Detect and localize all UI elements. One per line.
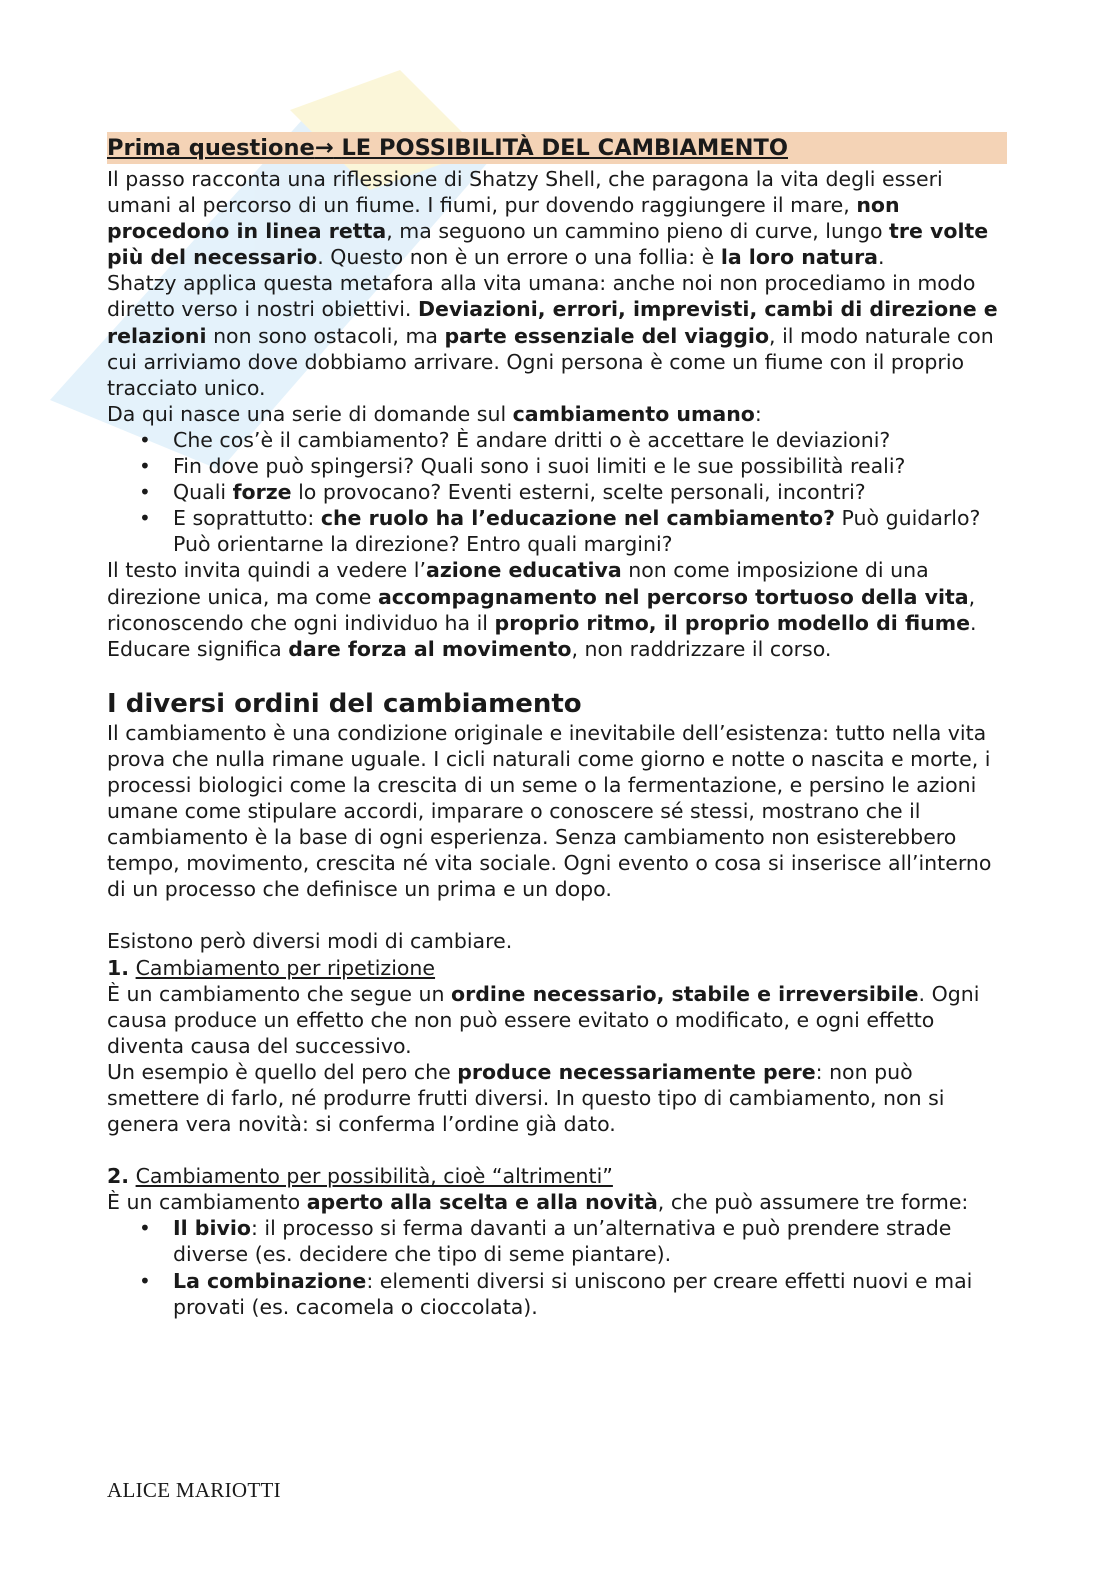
bold-text: La combinazione	[173, 1268, 367, 1293]
bold-text: che ruolo ha l’educazione nel cambiamento?	[320, 506, 836, 531]
bullet-item	[107, 479, 1007, 505]
text-run: , riconoscendo che ogni individuo ha il	[107, 584, 976, 635]
bold-text: cambiamento umano	[512, 401, 755, 426]
item-number: 1.	[107, 955, 130, 980]
text-run: Un esempio è quello del pero che	[107, 1059, 458, 1084]
bold-text: Il bivio	[173, 1216, 251, 1241]
bullet-item	[107, 505, 1007, 557]
bold-text: la loro natura	[720, 245, 879, 270]
form-list	[107, 1215, 1007, 1319]
paragraph	[107, 166, 1007, 270]
text-run: : il processo si ferma davanti a un’alternativa e può prendere strade diverse (es. decidere che tipo di seme piantare).	[173, 1216, 952, 1267]
text-run: . Ogni causa produce un effetto che non può essere evitato o modificato, e ogni effetto diventa causa del successivo.	[107, 981, 980, 1058]
text-run: È un cambiamento	[107, 1190, 307, 1215]
bold-text: proprio ritmo, il proprio modello di fiume	[494, 610, 971, 635]
text-run: E soprattutto:	[173, 506, 321, 531]
text-run: non sono ostacoli, ma	[206, 323, 445, 348]
text-run: Il testo invita quindi a vedere l’	[107, 558, 427, 583]
bold-text: dare forza al movimento	[288, 636, 572, 661]
text-run: Che cos’è il cambiamento? È andare dritti o è accettare le deviazioni?	[173, 427, 891, 452]
text-run: Il passo racconta una riflessione di Shatzy Shell, che paragona la vita degli esseri umani al percorso di un fiume. I fiumi, pur dovendo raggiungere il mare,	[107, 167, 943, 218]
text-run: : non può smettere di farlo, né produrre frutti diversi. In questo tipo di cambiamento, non si genera vera novità: si conferma l’ordine già dato.	[107, 1059, 945, 1137]
bullet-item	[107, 453, 1007, 479]
numbered-heading	[107, 1163, 1007, 1189]
author-footer: ALICE MARIOTTI	[107, 1478, 281, 1502]
bold-text: aperto alla scelta e alla novità	[306, 1190, 658, 1215]
document-body	[107, 132, 1007, 1320]
paragraph	[107, 1189, 1007, 1215]
bold-text: non procedono in linea retta	[107, 193, 900, 244]
text-run: .	[878, 245, 885, 270]
item-title: Cambiamento per possibilità, cioè “altrimenti”	[135, 1164, 613, 1189]
text-run: lo provocano? Eventi esterni, scelte personali, incontri?	[291, 480, 866, 505]
item-title: Cambiamento per ripetizione	[135, 955, 436, 980]
paragraph	[107, 401, 1007, 427]
bullet-item	[107, 1268, 1007, 1320]
bold-text: ordine necessario, stabile e irreversibile	[451, 981, 919, 1006]
bold-text: produce necessariamente pere	[457, 1059, 816, 1084]
text-run: Può guidarlo? Può orientarne la direzione? Entro quali margini?	[173, 506, 981, 557]
heading-left: Prima questione	[107, 135, 315, 161]
text-run: Da qui nasce una serie di domande sul	[107, 401, 513, 426]
bold-text: parte essenziale del viaggio	[444, 323, 770, 348]
paragraph: Esistono però diversi modi di cambiare.	[107, 929, 513, 954]
text-run: , che può assumere tre forme:	[657, 1190, 969, 1215]
question-list	[107, 427, 1007, 557]
bold-text: tre volte più del necessario	[107, 219, 989, 270]
numbered-heading	[107, 955, 1007, 981]
text-run: Fin dove può spingersi? Quali sono i suoi limiti e le sue possibilità reali?	[173, 454, 906, 479]
text-run: . Educare significa	[107, 610, 977, 661]
bold-text: forze	[232, 480, 292, 505]
text-run: , ma seguono un cammino pieno di curve, lungo	[386, 219, 890, 244]
text-run: Quali	[173, 480, 233, 505]
section-title: I diversi ordini del cambiamento	[107, 688, 582, 719]
heading-right: LE POSSIBILITÀ DEL CAMBIAMENTO	[341, 135, 788, 161]
bold-text: azione educativa	[426, 558, 622, 583]
text-run: , il modo naturale con cui arriviamo dove dobbiamo arrivare. Ogni persona è come un fiume con il proprio tracciato unico.	[107, 323, 994, 400]
bold-text: accompagnamento nel percorso tortuoso della vita	[377, 584, 969, 609]
bold-text: Deviazioni, errori, imprevisti, cambi di direzione e relazioni	[107, 297, 998, 348]
text-run: : elementi diversi si uniscono per creare effetti nuovi e mai provati (es. cacomela o cioccolata).	[173, 1268, 973, 1319]
paragraph	[107, 270, 1007, 400]
text-run: . Questo non è un errore o una follia: è	[317, 245, 721, 270]
paragraph	[107, 557, 1007, 661]
bullet-item	[107, 1215, 1007, 1267]
item-number: 2.	[107, 1164, 130, 1189]
text-run: :	[754, 401, 762, 426]
paragraph: Il cambiamento è una condizione originale e inevitabile dell’esistenza: tutto nella vita prova che nulla rimane uguale. I cicli naturali come giorno e notte o nascita e morte, i processi biologici come la crescita di un seme o la fermentazione, e persino le azioni umane come stipulare accordi, imparare o conoscere sé stessi, mostrano che il cambiamento è la base di ogni esperienza. Senza cambiamento non esisterebbero tempo, movimento, crescita né vita sociale. Ogni evento o cosa si inserisce all’interno di un processo che definisce un prima e un dopo.	[107, 720, 992, 902]
paragraph	[107, 1059, 1007, 1137]
text-run: , non raddrizzare il corso.	[571, 636, 832, 661]
bullet-item	[107, 427, 1007, 453]
text-run: Shatzy applica questa metafora alla vita umana: anche noi non procediamo in modo diretto verso i nostri obiettivi.	[107, 271, 976, 322]
section-heading	[107, 132, 1007, 164]
paragraph	[107, 981, 1007, 1059]
text-run: non come imposizione di una direzione unica, ma come	[107, 558, 929, 609]
arrow-icon: →	[314, 135, 334, 161]
text-run: È un cambiamento che segue un	[107, 981, 452, 1006]
